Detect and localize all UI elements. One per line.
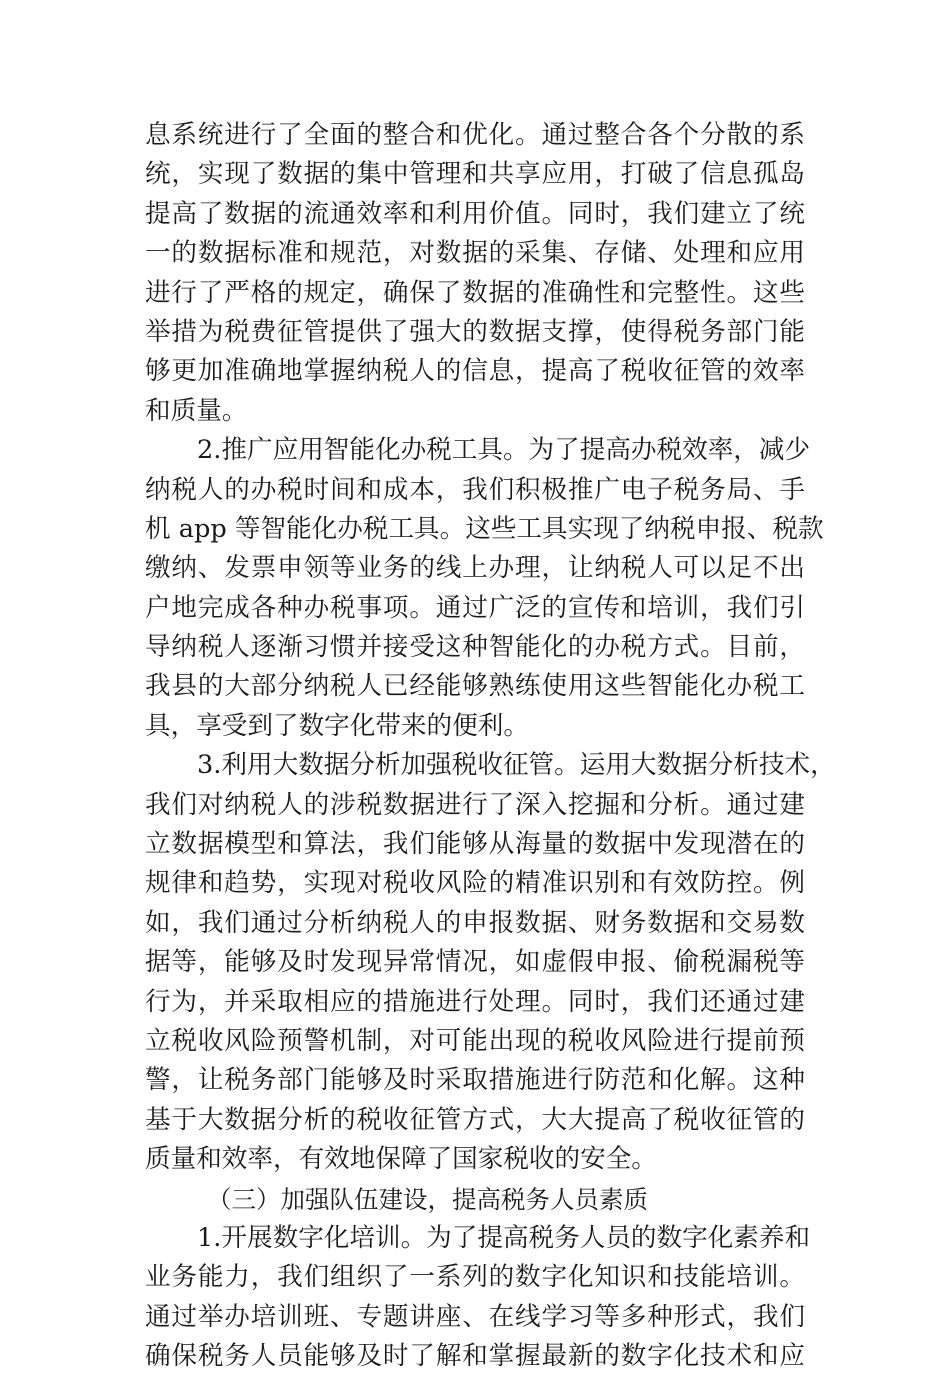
text-line: 确保税务人员能够及时了解和掌握最新的数字化技术和应 xyxy=(145,1341,805,1372)
text-line: 举措为税费征管提供了强大的数据支撑，使得税务部门能 xyxy=(145,316,805,347)
paragraph-item-3 xyxy=(145,746,836,1179)
text-line: 如，我们通过分析纳税人的申报数据、财务数据和交易数 xyxy=(145,907,805,938)
text-line: 1.开展数字化培训。为了提高税务人员的数字化素养和 xyxy=(197,1222,811,1253)
text-line: 规律和趋势，实现对税收风险的精准识别和有效防控。例 xyxy=(145,868,805,899)
text-line: 我县的大部分纳税人已经能够熟练使用这些智能化办税工 xyxy=(145,671,805,702)
text-line: 进行了严格的规定，确保了数据的准确性和完整性。这些 xyxy=(145,277,805,308)
text-line: 和质量。 xyxy=(145,395,248,426)
paragraph-item-2 xyxy=(145,431,824,746)
section-heading xyxy=(145,1180,805,1219)
paragraph-continuation xyxy=(145,116,805,431)
section-heading-text: （三）加强队伍建设，提高税务人员素质 xyxy=(207,1184,648,1214)
text-line: 行为，并采取相应的措施进行处理。同时，我们还通过建 xyxy=(145,986,805,1017)
text-line: 机 app 等智能化办税工具。这些工具实现了纳税申报、税款 xyxy=(145,513,824,544)
text-line: 导纳税人逐渐习惯并接受这种智能化的办税方式。目前， xyxy=(145,632,805,663)
text-line: 3.利用大数据分析加强税收征管。运用大数据分析技术， xyxy=(197,750,836,781)
text-line: 通过举办培训班、专题讲座、在线学习等多种形式，我们 xyxy=(145,1301,805,1332)
text-line: 缴纳、发票申领等业务的线上办理，让纳税人可以足不出 xyxy=(145,553,805,584)
text-line: 我们对纳税人的涉税数据进行了深入挖掘和分析。通过建 xyxy=(145,789,805,820)
body-text xyxy=(145,116,836,1377)
text-line: 业务能力，我们组织了一系列的数字化知识和技能培训。 xyxy=(145,1262,805,1293)
text-line: 统，实现了数据的集中管理和共享应用，打破了信息孤岛 xyxy=(145,159,805,190)
text-line: 提高了数据的流通效率和利用价值。同时，我们建立了统 xyxy=(145,198,805,229)
text-line: 质量和效率，有效地保障了国家税收的安全。 xyxy=(145,1144,657,1175)
text-line: 够更加准确地掌握纳税人的信息，提高了税收征管的效率 xyxy=(145,356,805,387)
text-line: 警，让税务部门能够及时采取措施进行防范和化解。这种 xyxy=(145,1065,805,1096)
text-line: 2.推广应用智能化办税工具。为了提高办税效率，减少 xyxy=(197,435,811,466)
text-line: 息系统进行了全面的整合和优化。通过整合各个分散的系 xyxy=(145,120,805,150)
text-line: 纳税人的办税时间和成本，我们积极推广电子税务局、手 xyxy=(145,474,805,505)
text-line: 一的数据标准和规范，对数据的采集、存储、处理和应用 xyxy=(145,238,805,269)
text-line: 立税收风险预警机制，对可能出现的税收风险进行提前预 xyxy=(145,1025,805,1056)
text-line: 基于大数据分析的税收征管方式，大大提高了税收征管的 xyxy=(145,1104,805,1135)
text-line: 立数据模型和算法，我们能够从海量的数据中发现潜在的 xyxy=(145,829,805,860)
paragraph-item-1 xyxy=(145,1219,811,1377)
text-line: 据等，能够及时发现异常情况，如虚假申报、偷税漏税等 xyxy=(145,947,805,978)
text-line: 户地完成各种办税事项。通过广泛的宣传和培训，我们引 xyxy=(145,592,805,623)
text-line: 具，享受到了数字化带来的便利。 xyxy=(145,710,529,741)
